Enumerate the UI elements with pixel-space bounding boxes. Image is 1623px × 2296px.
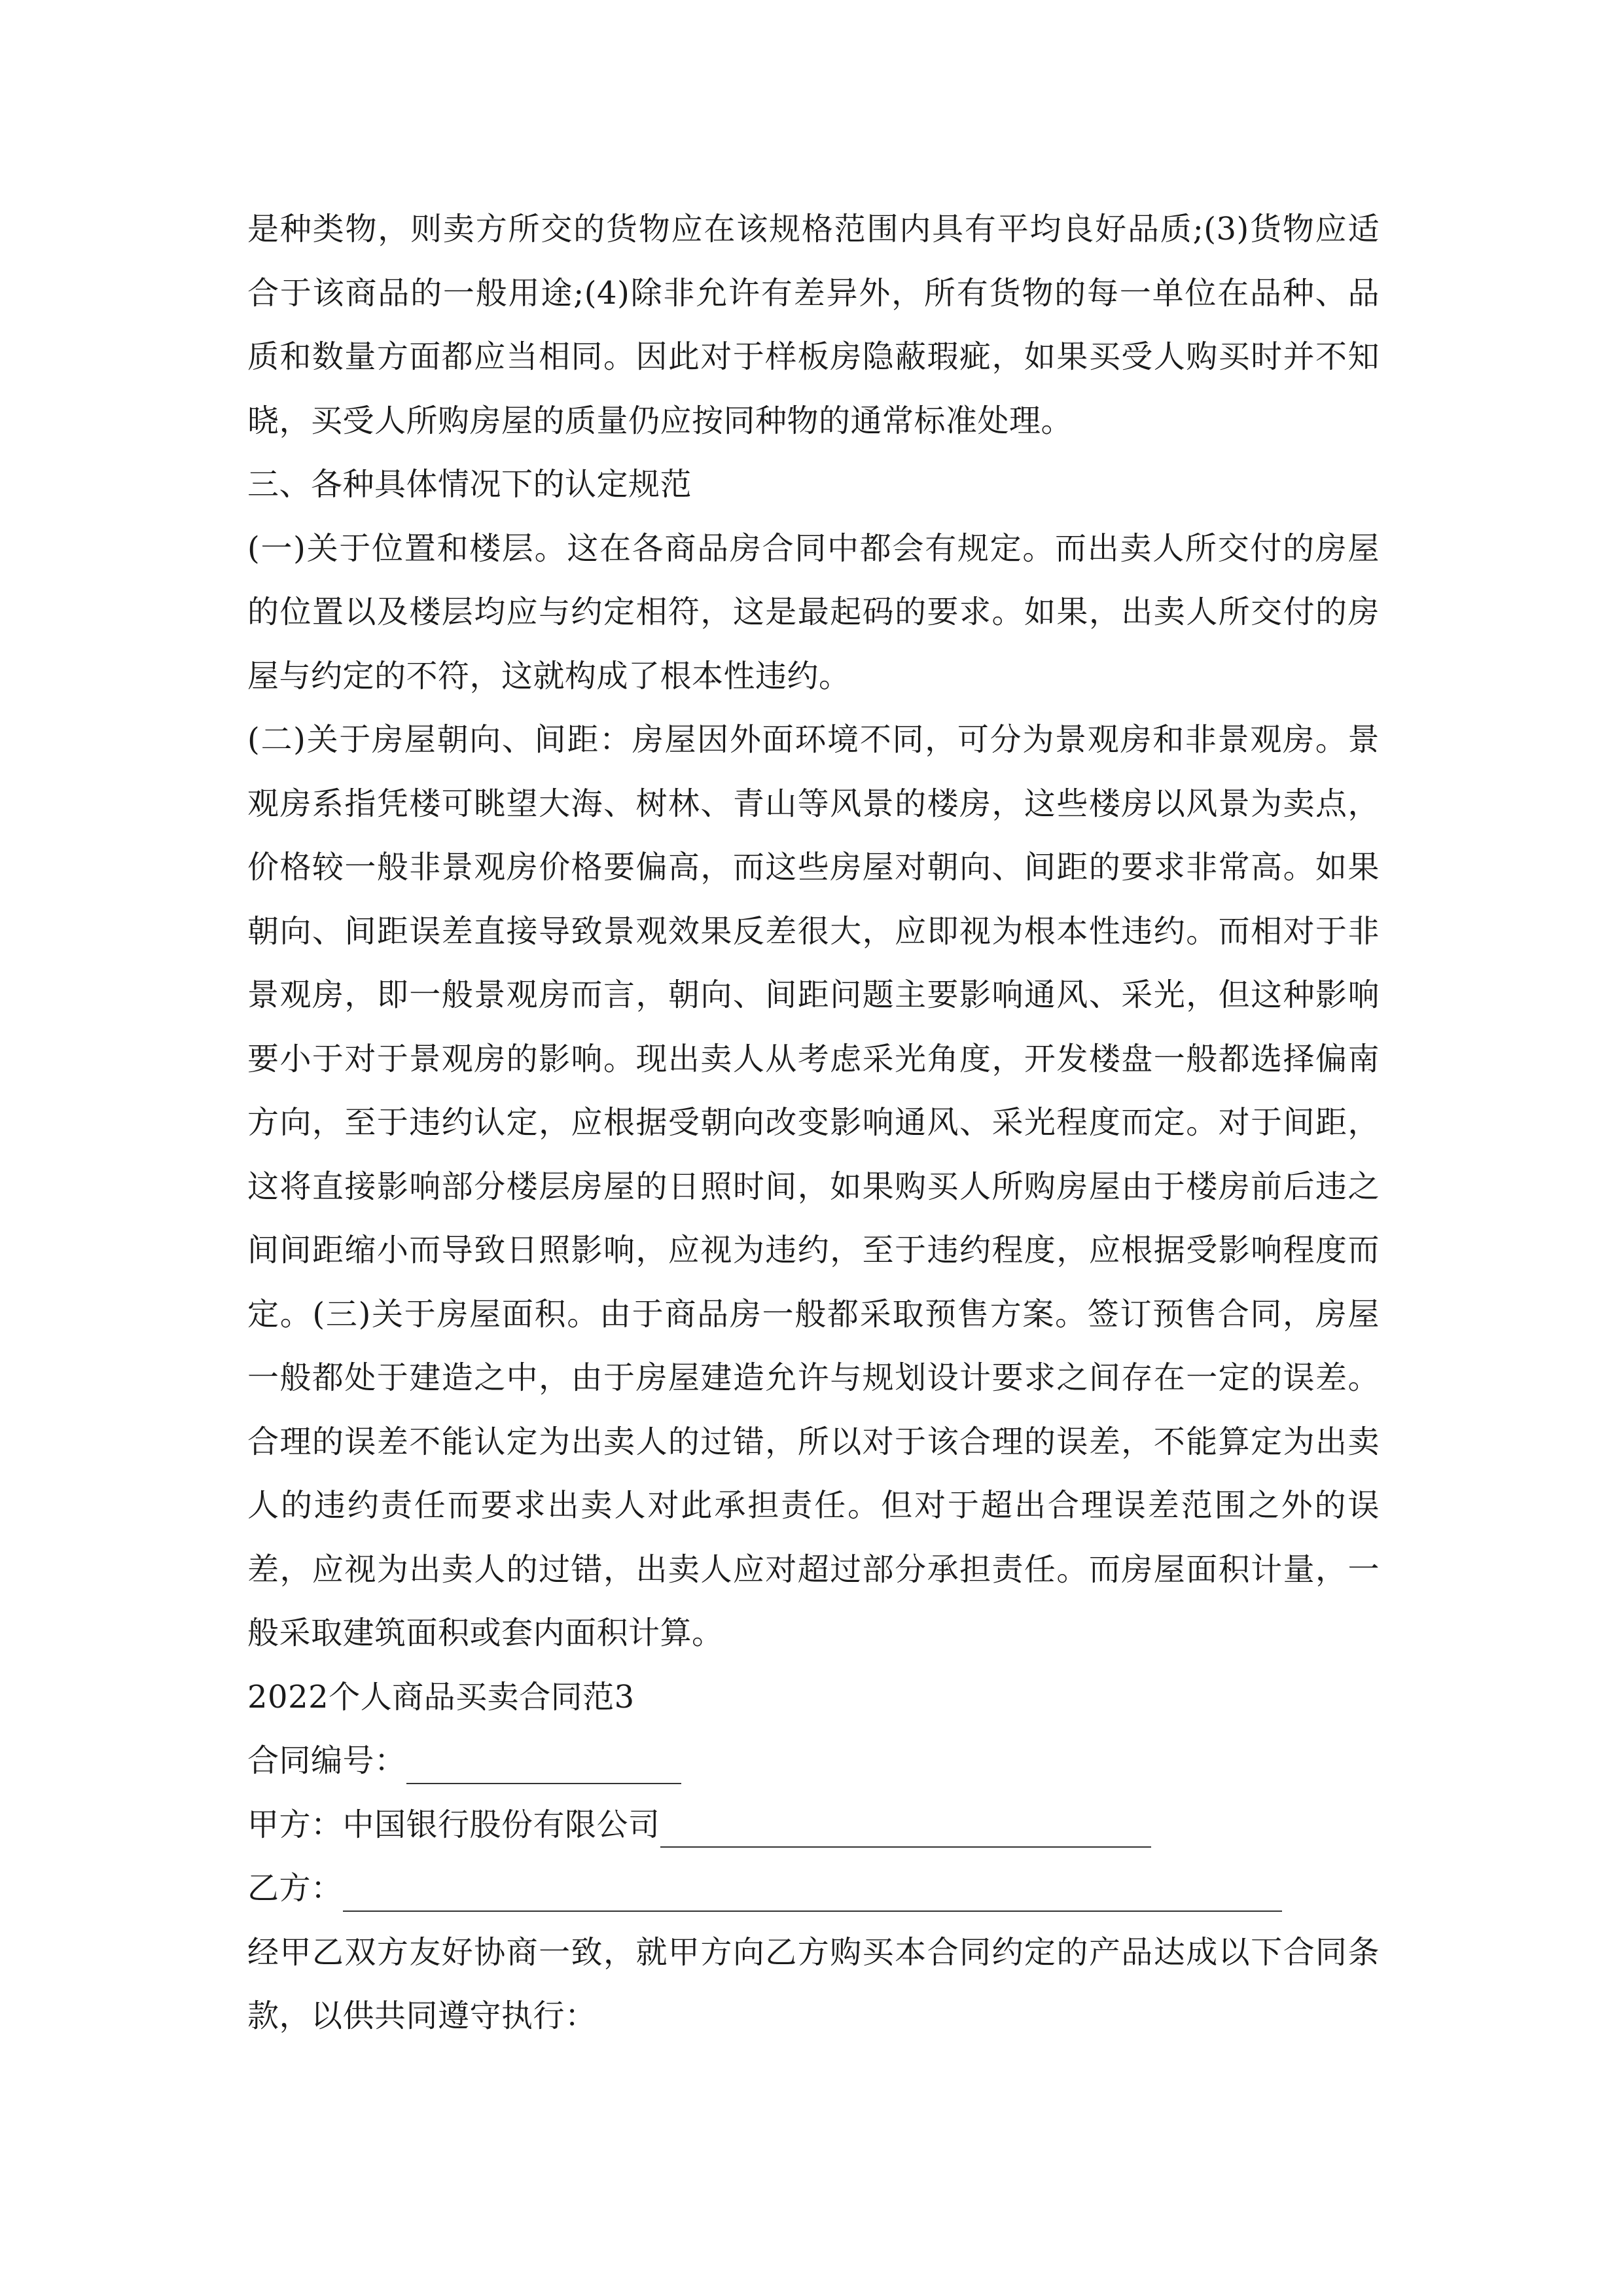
contract-number-blank	[406, 1742, 681, 1784]
contract-intro: 经甲乙双方友好协商一致，就甲方向乙方购买本合同约定的产品达成以下合同条款，以供共同遵守执行：	[247, 1933, 1380, 2034]
paragraph-quality: 是种类物，则卖方所交的货物应在该规格范围内具有平均良好品质;(3)货物应适合于该商品的一般用途;(4)除非允许有差异外，所有货物的每一单位在品种、品质和数量方面都应当相同。因此对于样板房隐蔽瑕疵，如果买受人购买时并不知晓，买受人所购房屋的质量仍应按同种物的通常标准处理。	[247, 211, 1380, 439]
paragraph-location-floor: (一)关于位置和楼层。这在各商品房合同中都会有规定。而出卖人所交付的房屋的位置以及楼层均应与约定相符，这是最起码的要求。如果，出卖人所交付的房屋与约定的不符，这就构成了根本性违约。	[247, 529, 1380, 694]
party-a-line	[247, 1793, 1380, 1857]
contract-number-line	[247, 1729, 1380, 1793]
section-heading-3: 三、各种具体情况下的认定规范	[247, 466, 692, 503]
contract-title: 2022个人商品买卖合同范3	[247, 1678, 635, 1715]
party-a-label: 甲方：中国银行股份有限公司	[247, 1806, 660, 1843]
party-b-line	[247, 1857, 1380, 1921]
party-a-blank	[660, 1806, 1151, 1848]
document-body	[247, 198, 1380, 2049]
party-b-label: 乙方：	[247, 1870, 343, 1907]
paragraph-orientation-area: (二)关于房屋朝向、间距：房屋因外面环境不同，可分为景观房和非景观房。景观房系指凭楼可眺望大海、树林、青山等风景的楼房，这些楼房以风景为卖点，价格较一般非景观房价格要偏高，而这些房屋对朝向、间距的要求非常高。如果朝向、间距误差直接导致景观效果反差很大，应即视为根本性违约。而相对于非景观房，即一般景观房而言，朝向、间距问题主要影响通风、采光，但这种影响要小于对于景观房的影响。现出卖人从考虑采光角度，开发楼盘一般都选择偏南方向，至于违约认定，应根据受朝向改变影响通风、采光程度而定。对于间距，这将直接影响部分楼层房屋的日照时间，如果购买人所购房屋由于楼房前后违之间间距缩小而导致日照影响，应视为违约，至于违约程度，应根据受影响程度而定。(三)关于房屋面积。由于商品房一般都采取预售方案。签订预售合同，房屋一般都处于建造之中，由于房屋建造允许与规划设计要求之间存在一定的误差。合理的误差不能认定为出卖人的过错，所以对于该合理的误差，不能算定为出卖人的违约责任而要求出卖人对此承担责任。但对于超出合理误差范围之外的误差，应视为出卖人的过错，出卖人应对超过部分承担责任。而房屋面积计量，一般采取建筑面积或套内面积计算。	[247, 721, 1380, 1651]
contract-number-label: 合同编号：	[247, 1742, 406, 1779]
party-b-blank	[343, 1870, 1282, 1912]
